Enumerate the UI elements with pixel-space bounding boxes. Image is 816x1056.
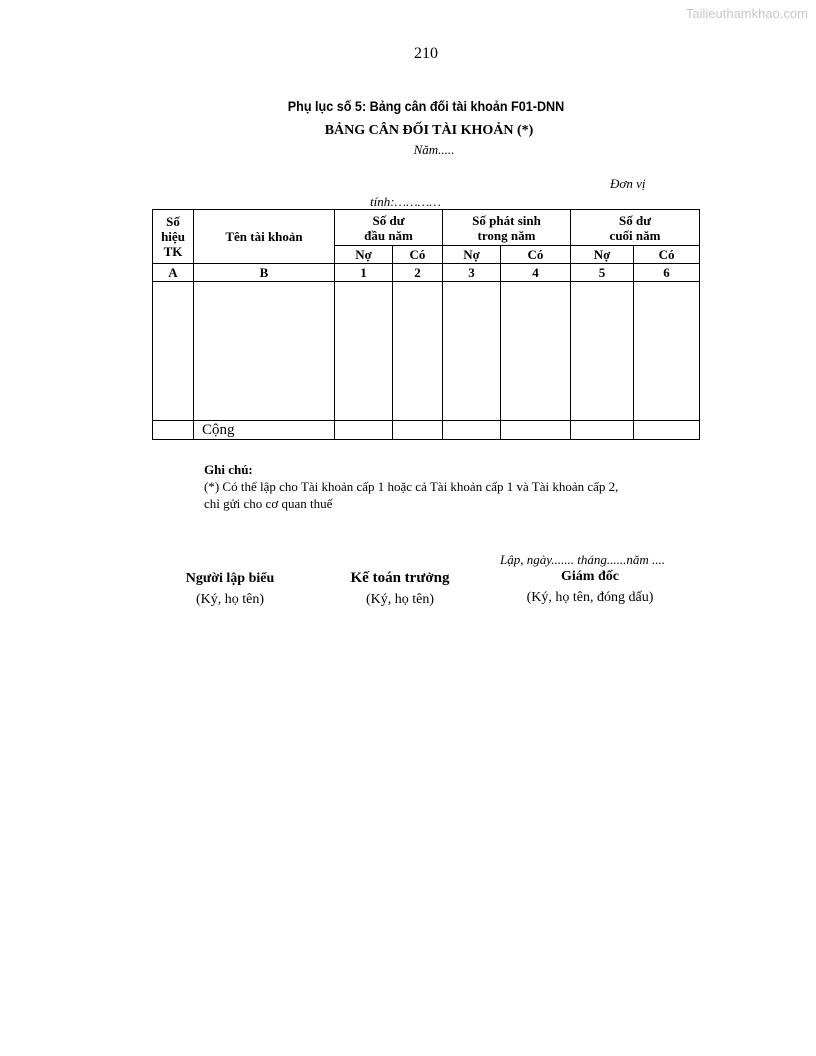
page-number: 210 xyxy=(414,45,438,62)
header-account-no: Số hiệu TK xyxy=(153,210,194,264)
header-debit: Nợ xyxy=(335,246,393,264)
signature-title: Người lập biểu xyxy=(185,571,275,586)
appendix-title: Phụ lục số 5: Bảng cân đối tài khoản F01-DNN xyxy=(287,98,565,114)
signature-title: Kế toán trưởng xyxy=(350,570,450,586)
header-credit: Có xyxy=(501,246,571,264)
code-row xyxy=(153,264,700,282)
body-cell xyxy=(393,282,443,421)
code-cell: 4 xyxy=(501,264,571,282)
body-cell xyxy=(153,282,194,421)
header-credit: Có xyxy=(634,246,700,264)
code-cell: B xyxy=(194,264,335,282)
note-line: (*) Có thể lập cho Tài khoản cấp 1 hoặc cả Tài khoản cấp 1 và Tài khoản cấp 2, xyxy=(204,479,619,494)
code-cell: A xyxy=(153,264,194,282)
year-line: Năm..... xyxy=(413,142,455,157)
note-heading: Ghi chú: xyxy=(204,462,253,477)
header-debit: Nợ xyxy=(571,246,634,264)
body-cell xyxy=(194,282,335,421)
total-label: Cộng xyxy=(194,421,335,440)
code-cell: 2 xyxy=(393,264,443,282)
document-title: BẢNG CÂN ĐỐI TÀI KHOẢN (*) xyxy=(324,123,534,138)
total-cell xyxy=(153,421,194,440)
total-cell xyxy=(501,421,571,440)
header-credit: Có xyxy=(393,246,443,264)
signature-chief-accountant xyxy=(320,568,480,610)
total-cell xyxy=(571,421,634,440)
body-cell xyxy=(634,282,700,421)
total-cell xyxy=(335,421,393,440)
date-line: Lập, ngày....... tháng......năm .... xyxy=(500,552,666,567)
note xyxy=(204,461,618,512)
total-cell xyxy=(393,421,443,440)
code-cell: 1 xyxy=(335,264,393,282)
unit-label: Đơn vị xyxy=(610,176,646,191)
signature-sub: (Ký, họ tên, đóng dấu) xyxy=(526,590,654,605)
signature-sub: (Ký, họ tên) xyxy=(365,592,435,607)
body-cell xyxy=(443,282,501,421)
code-cell: 6 xyxy=(634,264,700,282)
header-account-name: Tên tài khoản xyxy=(194,210,335,264)
signature-sub: (Ký, họ tên) xyxy=(195,592,265,607)
watermark: Tailieuthamkhao.com xyxy=(685,6,808,21)
code-cell: 3 xyxy=(443,264,501,282)
body-cell xyxy=(501,282,571,421)
header-period-movement: Số phát sinh trong năm xyxy=(443,210,571,246)
note-line: chỉ gửi cho cơ quan thuế xyxy=(204,496,333,511)
header-opening-balance: Số dư đầu năm xyxy=(335,210,443,246)
code-cell: 5 xyxy=(571,264,634,282)
unit-label-cont: tính:………… xyxy=(370,194,441,209)
body-row xyxy=(153,282,700,421)
total-row xyxy=(153,421,700,440)
header-closing-balance: Số dư cuối năm xyxy=(571,210,700,246)
signature-director xyxy=(500,566,680,608)
body-cell xyxy=(335,282,393,421)
header-debit: Nợ xyxy=(443,246,501,264)
signature-title: Giám đốc xyxy=(561,569,619,584)
account-balance-table xyxy=(152,209,700,440)
signature-preparer xyxy=(160,568,300,610)
total-cell xyxy=(443,421,501,440)
total-cell xyxy=(634,421,700,440)
body-cell xyxy=(571,282,634,421)
